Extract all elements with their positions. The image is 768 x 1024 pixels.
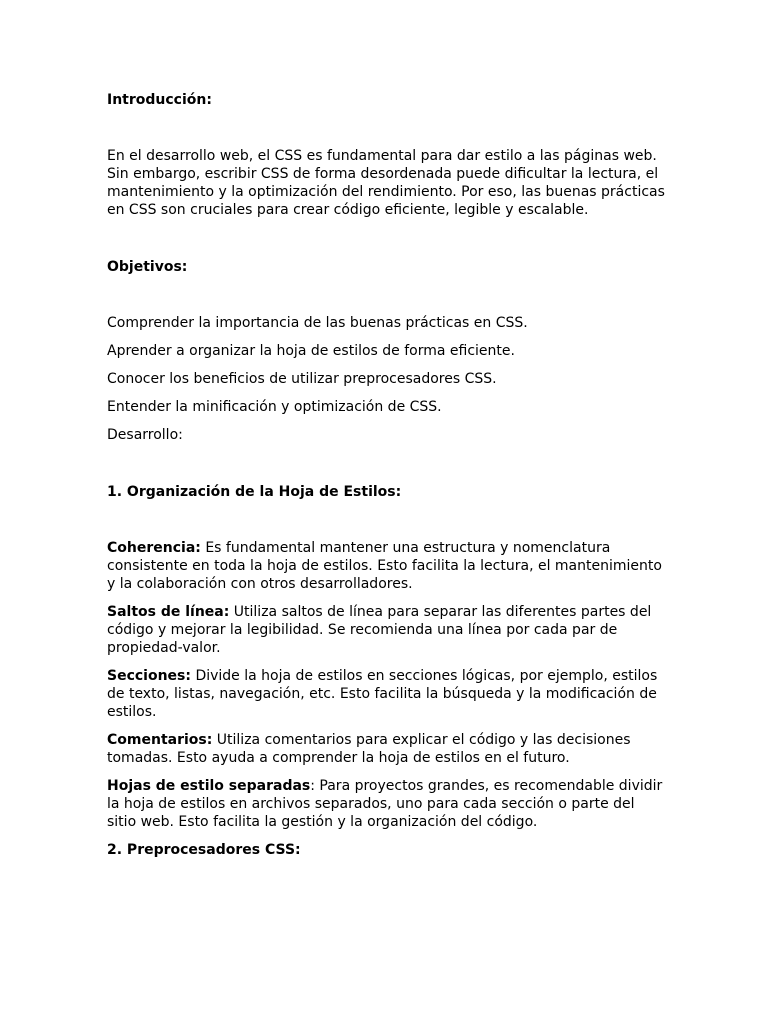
practice-text: Es fundamental mantener una estructura y nomenclatura consistente en toda la hoja de estilos. Esto facilita la lectura, el mantenimiento y la colaboración con otros desarrolladores. xyxy=(107,540,662,592)
section1-heading: 1. Organización de la Hoja de Estilos: xyxy=(107,484,402,500)
intro-heading: Introducción: xyxy=(107,92,212,108)
objective-item: Comprender la importancia de las buenas prácticas en CSS. xyxy=(107,315,528,331)
practice-term: Saltos de línea: xyxy=(107,604,230,620)
practice-term: Hojas de estilo separadas xyxy=(107,778,311,794)
practice-item-coherencia xyxy=(107,539,667,593)
development-label: Desarrollo: xyxy=(107,427,183,443)
section2-heading: 2. Preprocesadores CSS: xyxy=(107,842,301,858)
objectives-heading: Objetivos: xyxy=(107,259,188,275)
practice-text: : Para proyectos grandes, es recomendable dividir la hoja de estilos en archivos separados, uno para cada sección o parte del sitio web. Esto facilita la gestión y la organización del código. xyxy=(107,778,663,830)
practice-item-hojas-separadas xyxy=(107,777,667,831)
practice-item-saltos xyxy=(107,603,667,657)
practice-term: Coherencia: xyxy=(107,540,201,556)
practice-text: Utiliza saltos de línea para separar las diferentes partes del código y mejorar la legibilidad. Se recomienda una línea por cada par de propiedad-valor. xyxy=(107,604,652,656)
practice-term: Secciones: xyxy=(107,668,191,684)
practice-text: Utiliza comentarios para explicar el código y las decisiones tomadas. Esto ayuda a comprender la hoja de estilos en el futuro. xyxy=(107,732,631,766)
practice-text: Divide la hoja de estilos en secciones lógicas, por ejemplo, estilos de texto, listas, navegación, etc. Esto facilita la búsqueda y la modificación de estilos. xyxy=(107,668,658,720)
intro-paragraph: En el desarrollo web, el CSS es fundamental para dar estilo a las páginas web. Sin embargo, escribir CSS de forma desordenada puede dificultar la lectura, el mantenimiento y la optimización del rendimiento. Por eso, las buenas prácticas en CSS son cruciales para crear código eficiente, legible y escalable. xyxy=(107,148,665,218)
objective-item: Entender la minificación y optimización de CSS. xyxy=(107,399,442,415)
objective-item: Aprender a organizar la hoja de estilos de forma eficiente. xyxy=(107,343,515,359)
practice-item-comentarios xyxy=(107,731,667,767)
practice-term: Comentarios: xyxy=(107,732,213,748)
objective-item: Conocer los beneficios de utilizar preprocesadores CSS. xyxy=(107,371,497,387)
practice-item-secciones xyxy=(107,667,667,721)
